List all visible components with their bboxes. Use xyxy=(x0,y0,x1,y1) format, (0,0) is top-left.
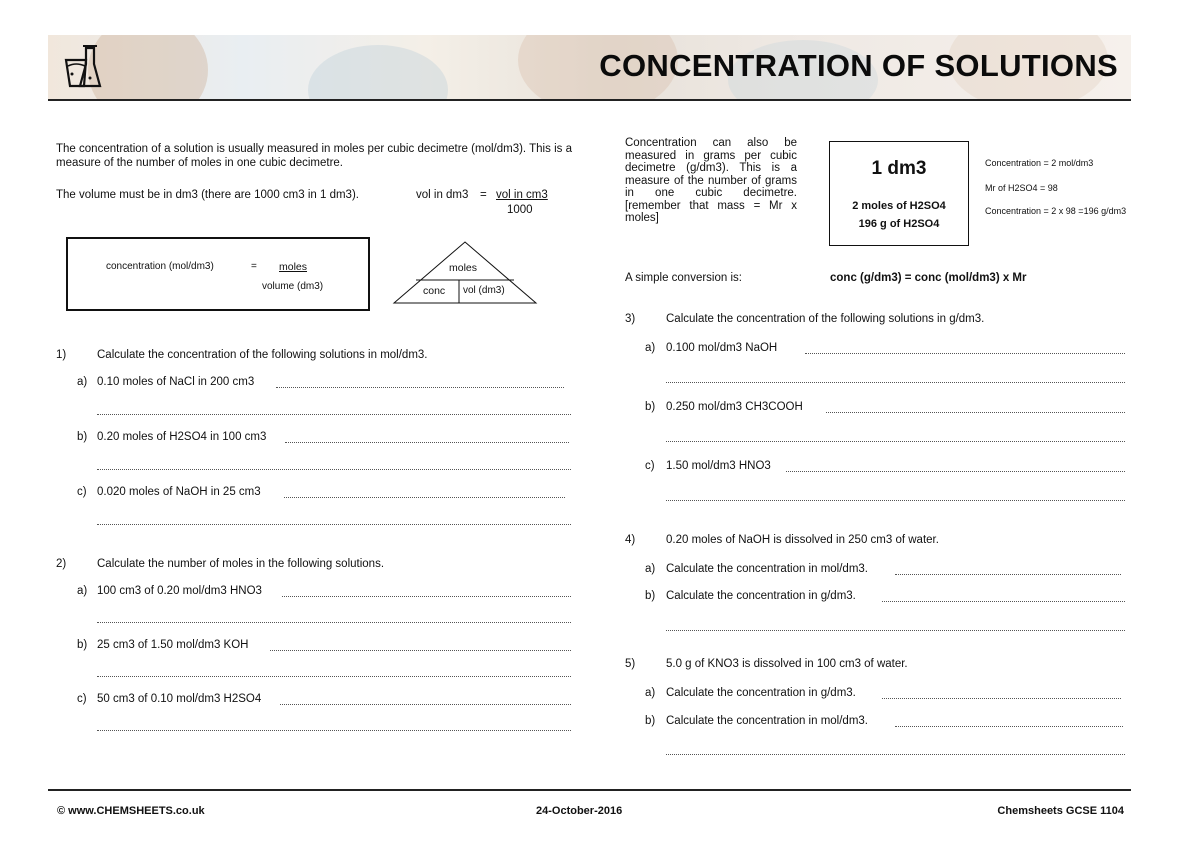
q1b-answer-line-2[interactable] xyxy=(97,459,571,470)
right-intro-paragraph: Concentration can also be measured in grams per cubic decimetre (g/dm3). This is a measure of the number of grams in one cubic decimetre. [remember that mass = Mr x moles] xyxy=(625,137,797,224)
example-box-title: 1 dm3 xyxy=(871,158,927,179)
q2b-label: b) xyxy=(77,639,88,651)
q1b-text: 0.20 moles of H2SO4 in 100 cm3 xyxy=(97,431,267,443)
q5-number: 5) xyxy=(625,658,636,670)
triangle-top: moles xyxy=(449,262,478,274)
q5b-answer-line-2[interactable] xyxy=(666,744,1125,755)
header-rule xyxy=(48,99,1131,101)
q2a-answer-line[interactable] xyxy=(282,586,571,597)
formula-box xyxy=(66,237,370,311)
q2-text: Calculate the number of moles in the following solutions. xyxy=(97,558,385,570)
vol-equals: = xyxy=(480,189,487,201)
q3-number: 3) xyxy=(625,313,636,325)
q2b-answer-line-2[interactable] xyxy=(97,666,571,677)
formula-lhs: concentration (mol/dm3) xyxy=(106,261,214,272)
q3a-text: 0.100 mol/dm3 NaOH xyxy=(666,342,778,354)
q4a-answer-line[interactable] xyxy=(895,564,1121,575)
q3c-text: 1.50 mol/dm3 HNO3 xyxy=(666,460,771,472)
q2a-text: 100 cm3 of 0.20 mol/dm3 HNO3 xyxy=(97,585,262,597)
q2a-answer-line-2[interactable] xyxy=(97,612,571,623)
q5a-text: Calculate the concentration in g/dm3. xyxy=(666,687,856,699)
q1c-label: c) xyxy=(77,486,87,498)
q3c-label: c) xyxy=(645,460,655,472)
q4b-label: b) xyxy=(645,590,656,602)
conversion-formula: conc (g/dm3) = conc (mol/dm3) x Mr xyxy=(830,272,1027,284)
vol-numerator: vol in cm3 xyxy=(496,189,548,201)
page-title: CONCENTRATION OF SOLUTIONS xyxy=(599,48,1118,83)
q2b-text: 25 cm3 of 1.50 mol/dm3 KOH xyxy=(97,639,249,651)
q1c-answer-line-2[interactable] xyxy=(97,514,571,525)
q1a-text: 0.10 moles of NaCl in 200 cm3 xyxy=(97,376,255,388)
q5b-label: b) xyxy=(645,715,656,727)
q3a-answer-line[interactable] xyxy=(805,343,1125,354)
triangle-right: vol (dm3) xyxy=(463,285,505,296)
intro-text: The concentration of a solution is usually measured in moles per cubic decimetre (mol/dm3). This is a measure of the number of moles in one cubic decimetre. xyxy=(56,143,572,169)
example-box xyxy=(829,141,969,246)
footer-date: 24-October-2016 xyxy=(536,805,623,817)
q4a-label: a) xyxy=(645,563,656,575)
q1c-text: 0.020 moles of NaOH in 25 cm3 xyxy=(97,486,261,498)
q5a-answer-line[interactable] xyxy=(882,688,1121,699)
q4a-text: Calculate the concentration in mol/dm3. xyxy=(666,563,868,575)
q1b-answer-line[interactable] xyxy=(285,432,569,443)
q1a-answer-line[interactable] xyxy=(276,377,564,388)
formula-equals: = xyxy=(251,261,257,272)
q2c-label: c) xyxy=(77,693,87,705)
q4-text: 0.20 moles of NaOH is dissolved in 250 cm3 of water. xyxy=(666,534,939,546)
vol-label: vol in dm3 xyxy=(416,189,469,201)
q4-number: 4) xyxy=(625,534,636,546)
triangle-left: conc xyxy=(423,285,446,297)
formula-numerator: moles xyxy=(279,261,308,273)
intro-volume-text: The volume must be in dm3 (there are 1000 cm3 in 1 dm3). xyxy=(56,189,359,201)
conversion-label: A simple conversion is: xyxy=(625,272,742,284)
q4b-text: Calculate the concentration in g/dm3. xyxy=(666,590,856,602)
q2c-answer-line-2[interactable] xyxy=(97,720,571,731)
q2a-label: a) xyxy=(77,585,88,597)
footer-website: © www.CHEMSHEETS.co.uk xyxy=(57,805,205,817)
footer-rule xyxy=(48,789,1131,791)
example-box-line2: 196 g of H2SO4 xyxy=(858,218,940,230)
q1a-label: a) xyxy=(77,376,88,388)
q1b-label: b) xyxy=(77,431,88,443)
example-note-1: Concentration = 2 mol/dm3 xyxy=(985,158,1094,168)
q3b-answer-line[interactable] xyxy=(826,402,1125,413)
q5-text: 5.0 g of KNO3 is dissolved in 100 cm3 of water. xyxy=(666,658,908,670)
q1a-answer-line-2[interactable] xyxy=(97,404,571,415)
q3b-text: 0.250 mol/dm3 CH3COOH xyxy=(666,401,803,413)
q3c-answer-line-2[interactable] xyxy=(666,490,1125,501)
q3c-answer-line[interactable] xyxy=(786,461,1125,472)
q1c-answer-line[interactable] xyxy=(284,487,565,498)
example-note-2: Mr of H2SO4 = 98 xyxy=(985,183,1058,193)
q5b-answer-line[interactable] xyxy=(895,716,1123,727)
q2-number: 2) xyxy=(56,558,67,570)
chemsheets-logo-icon xyxy=(58,42,108,92)
example-box-line1: 2 moles of H2SO4 xyxy=(852,200,946,212)
q3-text: Calculate the concentration of the following solutions in g/dm3. xyxy=(666,313,985,325)
vol-denominator: 1000 xyxy=(507,204,533,216)
q1-text: Calculate the concentration of the following solutions in mol/dm3. xyxy=(97,349,428,361)
q5b-text: Calculate the concentration in mol/dm3. xyxy=(666,715,868,727)
q2b-answer-line[interactable] xyxy=(270,640,571,651)
q1-number: 1) xyxy=(56,349,67,361)
formula-denominator: volume (dm3) xyxy=(262,281,324,292)
q2c-answer-line[interactable] xyxy=(280,694,571,705)
q3b-label: b) xyxy=(645,401,656,413)
footer-sheet-id: Chemsheets GCSE 1104 xyxy=(997,805,1124,817)
q4b-answer-line[interactable] xyxy=(882,591,1125,602)
q3b-answer-line-2[interactable] xyxy=(666,431,1125,442)
example-note-3: Concentration = 2 x 98 =196 g/dm3 xyxy=(985,206,1127,216)
q5a-label: a) xyxy=(645,687,656,699)
intro-paragraph xyxy=(56,142,572,170)
q4b-answer-line-2[interactable] xyxy=(666,620,1125,631)
q2c-text: 50 cm3 of 0.10 mol/dm3 H2SO4 xyxy=(97,693,262,705)
q3a-answer-line-2[interactable] xyxy=(666,372,1125,383)
q3a-label: a) xyxy=(645,342,656,354)
